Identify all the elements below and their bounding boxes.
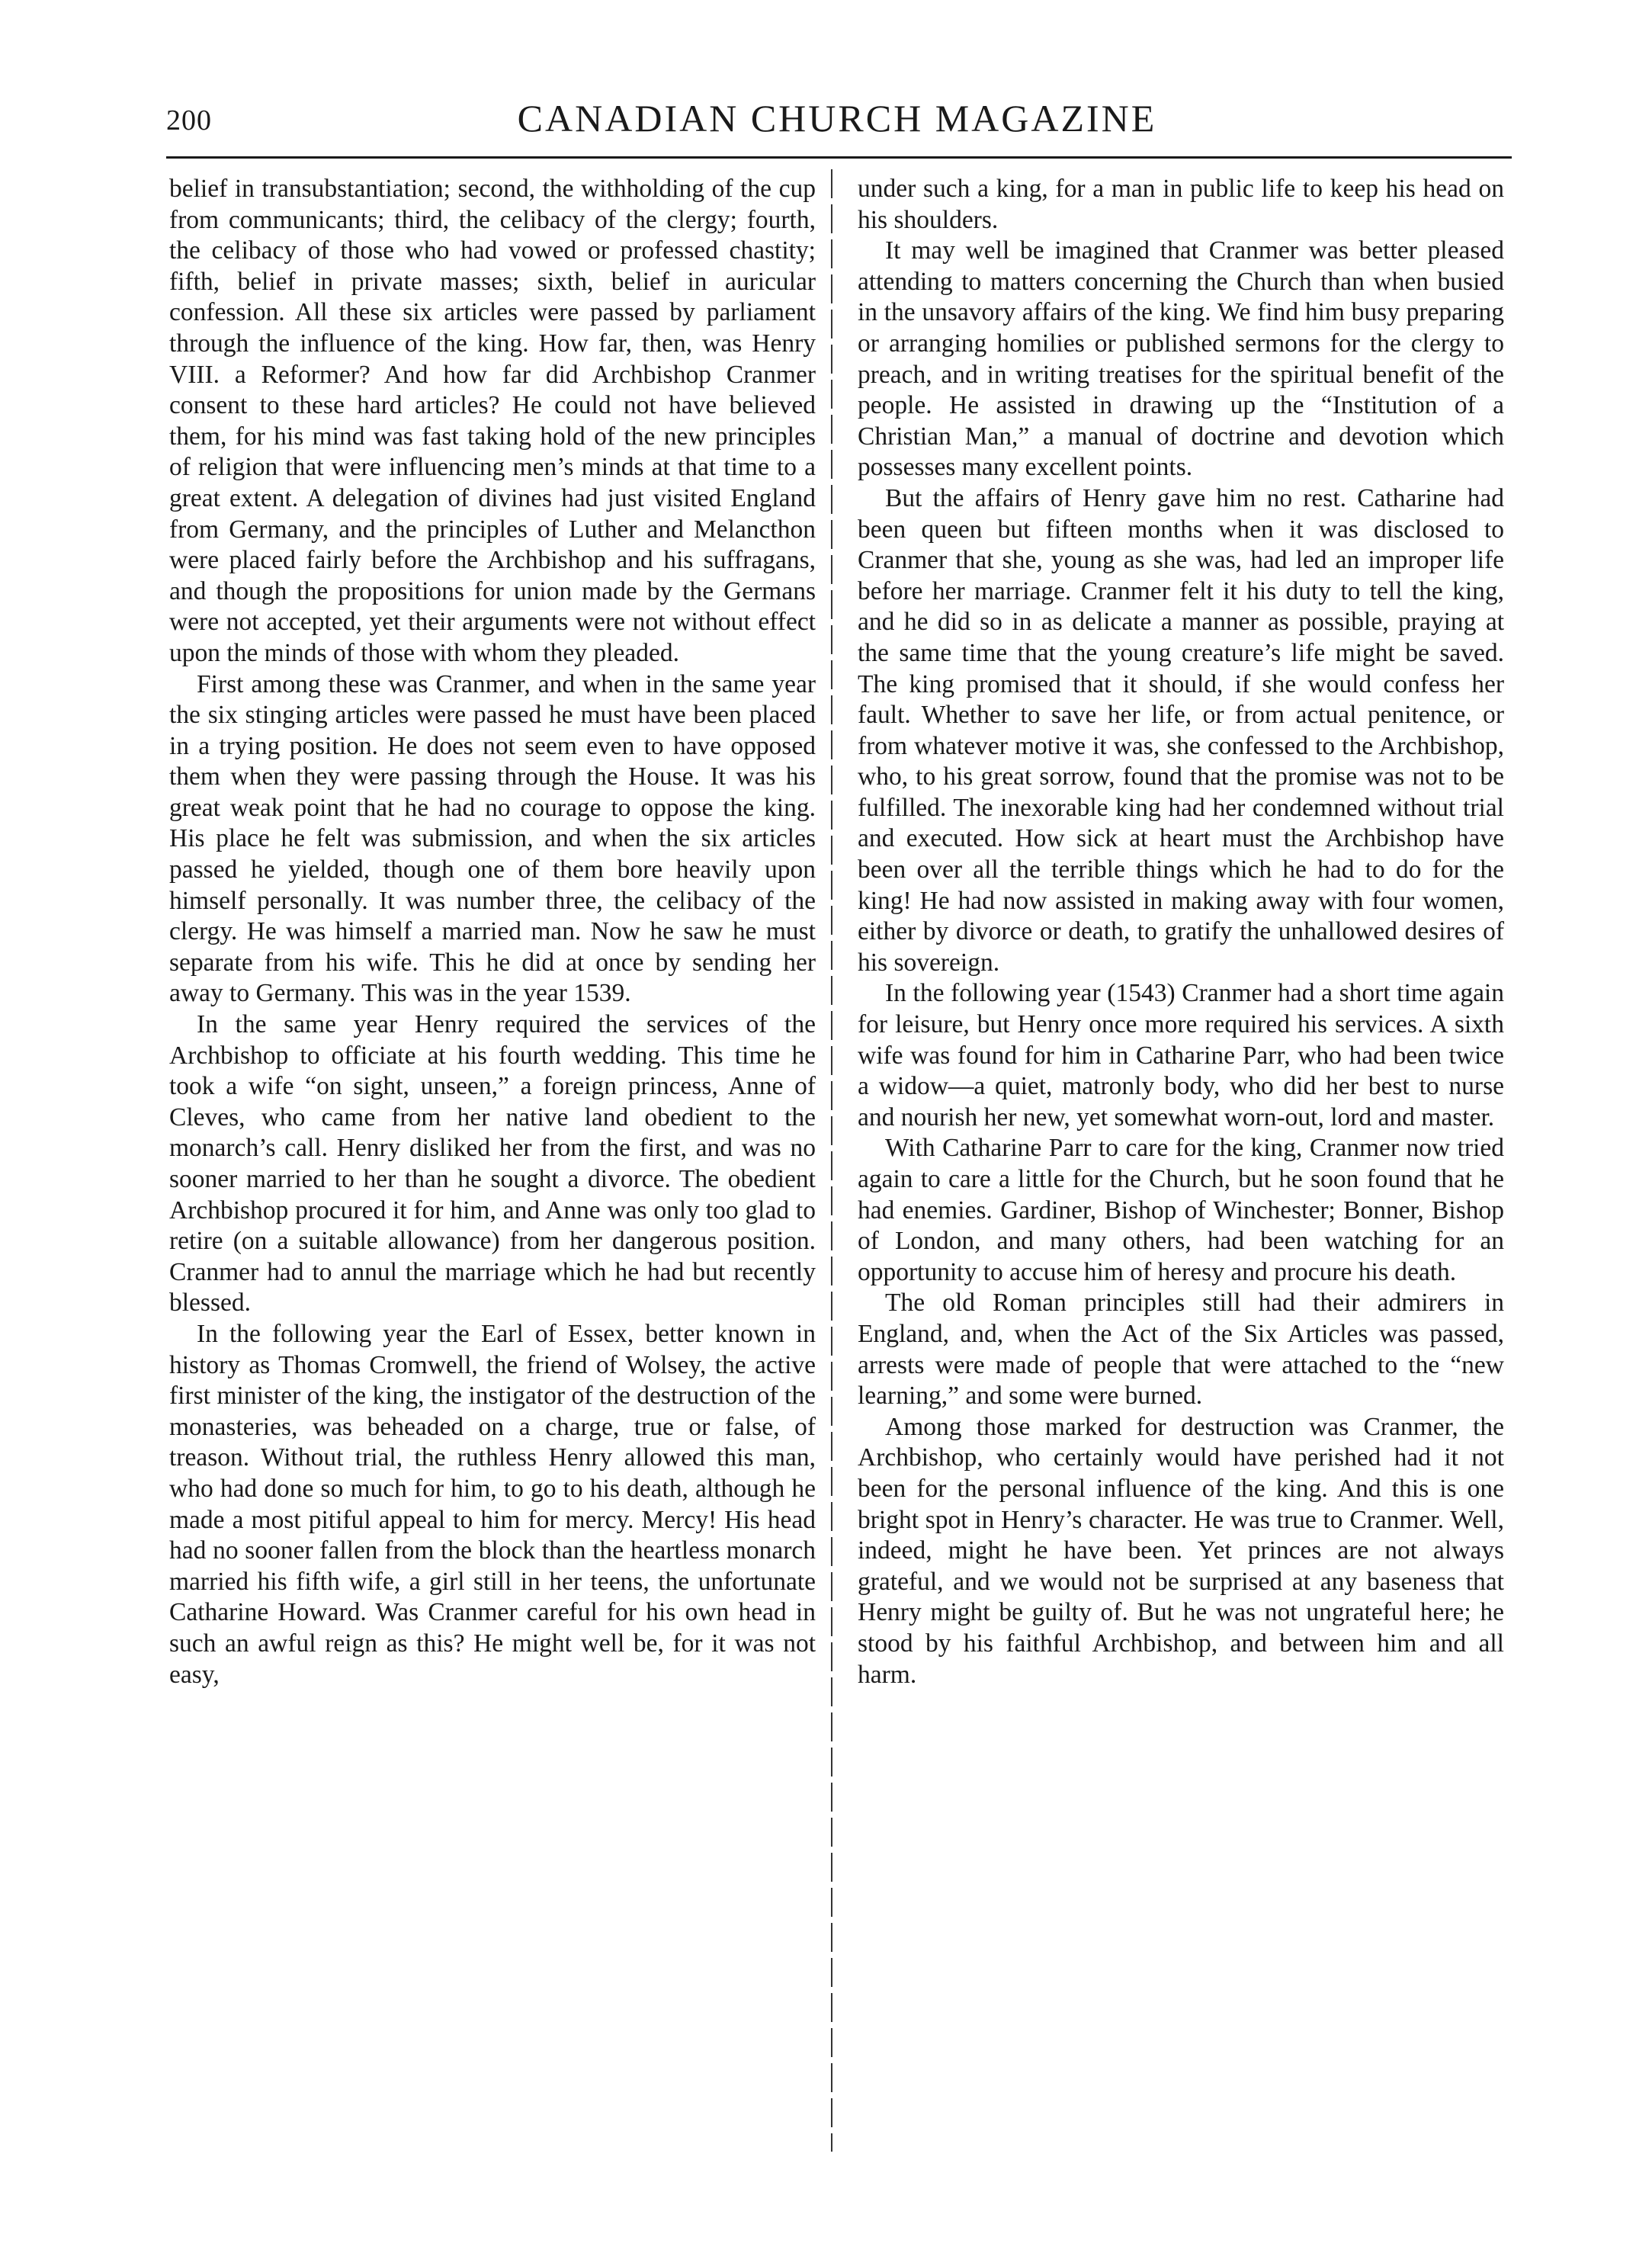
paragraph: under such a king, for a man in public life to keep his head on his shoulders. (858, 175, 1504, 234)
paragraph: It may well be imagined that Cranmer was better pleased attending to matters concerning the Church than when busied in the unsavory affairs of the king. We find him busy preparing or arranging homilies or published sermons for the clergy to preach, and in writing treatises for the spiritual benefit of the people. He assisted in drawing up the “Institution of a Christian Man,” a manual of doctrine and devotion which possesses many excellent points. (858, 236, 1504, 482)
header-rule (166, 156, 1512, 159)
column-divider (831, 169, 832, 2152)
paragraph: In the following year the Earl of Essex, better known in history as Thomas Cromwell, the friend of Wolsey, the active first minister of the king, the instigator of the destruction of the monasteries, was beheaded on a charge, true or false, of treason. Without trial, the ruthless Henry allowed this man, who had done so much for him, to go to his death, although he made a most pitiful appeal to him for mercy. Mercy! His head had no sooner fallen from the block than the heartless monarch married his fifth wife, a girl still in her teens, the unfortunate Catharine Howard. Was Cranmer careful for his own head in such an awful reign as this? He might well be, for it was not easy, (169, 1319, 816, 1689)
paragraph: In the same year Henry required the services of the Archbishop to officiate at his fourth wedding. This time he took a wife “on sight, unseen,” a foreign princess, Anne of Cleves, who came from her native land obedient to the monarch’s call. Henry disliked her from the first, and was no sooner married to her than he sought a divorce. The obedient Archbishop procured it for him, and Anne was only too glad to retire (on a suitable allowance) from her dangerous position. Cranmer had to annul the marriage which he had but recently blessed. (169, 1010, 816, 1318)
paragraph: With Catharine Parr to care for the king, Cranmer now tried again to care a little for the Church, but he soon found that he had enemies. Gardiner, Bishop of Winchester; Bonner, Bishop of London, and many others, had been watching for an opportunity to accuse him of heresy and procure his death. (858, 1134, 1504, 1286)
paragraph: belief in transubstantiation; second, the withholding of the cup from communicants; third, the celibacy of the clergy; fourth, the celibacy of those who had vowed or professed chastity; fifth, belief in private masses; sixth, belief in auricular confession. All these six articles were passed by parliament through the influence of the king. How far, then, was Henry VIII. a Reformer? And how far did Archbishop Cranmer consent to these hard articles? He could not have believed them, for his mind was fast taking hold of the new principles of religion that were influencing men’s minds at that time to a great extent. A delegation of divines had just visited England from Germany, and the principles of Luther and Melancthon were placed fairly before the Archbishop and his suffragans, and though the propositions for union made by the Germans were not accepted, yet their arguments were not without effect upon the minds of those with whom they pleaded. (169, 175, 816, 667)
left-column (169, 174, 816, 1690)
page-number: 200 (166, 104, 212, 136)
paragraph: First among these was Cranmer, and when in the same year the six stinging articles were passed he must have been placed in a trying position. He does not seem even to have opposed them when they were passing through the House. It was his great weak point that he had no courage to oppose the king. His place he felt was submission, and when the six articles passed he yielded, though one of them bore heavily upon himself personally. It was number three, the celibacy of the clergy. He was himself a married man. Now he saw he must separate from his wife. This he did at once by sending her away to Germany. This was in the year 1539. (169, 669, 816, 1008)
journal-title: CANADIAN CHURCH MAGAZINE (517, 97, 1157, 140)
right-column (858, 174, 1504, 1690)
page-header (166, 90, 1508, 151)
paragraph: In the following year (1543) Cranmer had a short time again for leisure, but Henry once more required his services. A sixth wife was found for him in Catharine Parr, who had been twice a widow—a quiet, matronly body, who did her best to nurse and nourish her new, yet somewhat worn-out, lord and master. (858, 979, 1504, 1131)
paragraph: But the affairs of Henry gave him no rest. Catharine had been queen but fifteen months when it was disclosed to Cranmer that she, young as she was, had led an improper life before her marriage. Cranmer felt it his duty to tell the king, and he did so in as delicate a manner as possible, praying at the same time that the young creature’s life might be saved. The king promised that it should, if she would confess her fault. Whether to save her life, or from actual penitence, or from whatever motive it was, she confessed to the Archbishop, who, to his great sorrow, found that the promise was not to be fulfilled. The inexorable king had her condemned without trial and executed. How sick at heart must the Archbishop have been over all the terrible things which he had to do for the king! He had now assisted in making away with four women, either by divorce or death, to gratify the unhallowed desires of his sovereign. (858, 483, 1504, 977)
paragraph: The old Roman principles still had their admirers in England, and, when the Act of the Six Articles was passed, arrests were made of people that were attached to the “new learning,” and some were burned. (858, 1289, 1504, 1411)
paragraph: Among those marked for destruction was Cranmer, the Archbishop, who certainly would have perished had it not been for the personal influence of the king. And this is one bright spot in Henry’s character. He was true to Cranmer. Well, indeed, might he have been. Yet princes are not always grateful, and we would not be surprised at any baseness that Henry might be guilty of. But he was not ungrateful here; he stood by his faithful Archbishop, and between him and all harm. (858, 1412, 1504, 1689)
